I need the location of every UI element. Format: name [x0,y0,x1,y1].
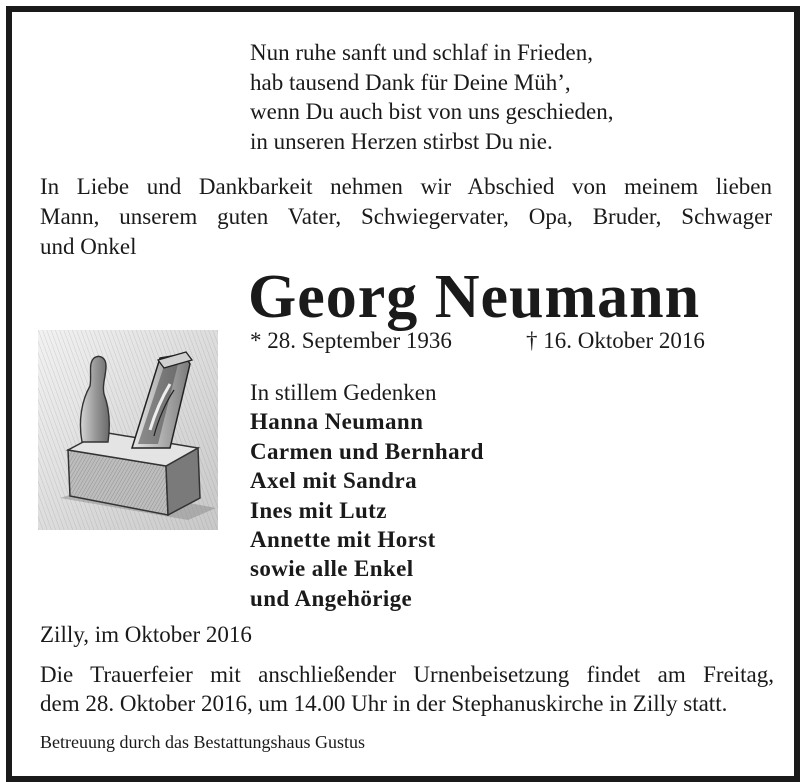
verse-line: in unseren Herzen stirbst Du nie. [250,128,553,154]
mourner-name: Carmen und Bernhard [250,438,484,464]
mourner-name: Axel mit Sandra [250,468,417,494]
obituary-frame [6,6,800,782]
intro-text [40,172,772,262]
mourner-name: und Angehörige [250,585,413,611]
mourner-name: Ines mit Lutz [250,497,387,523]
mourner-name: Annette mit Horst [250,527,436,553]
place-date: Zilly, im Oktober 2016 [40,622,252,647]
wood-plane-icon [38,330,218,530]
memorial-verse [250,38,613,156]
undertaker-credit: Betreuung durch das Bestattungshaus Gustus [40,732,365,752]
life-dates [250,326,705,356]
death-date: † 16. Oktober 2016 [526,328,705,353]
birth-date: * 28. September 1936 [250,328,452,353]
intro-line: In Liebe und Dankbarkeit nehmen wir Abschied von meinem lieben [40,174,772,199]
intro-line: und Onkel [40,234,137,259]
verse-line: Nun ruhe sanft und schlaf in Frieden, [250,40,594,65]
intro-line: Mann, unserem guten Vater, Schwiegervater, Opa, Bruder, Schwager [40,204,772,229]
funeral-notice [40,660,774,718]
verse-line: hab tausend Dank für Deine Müh’, [250,69,571,95]
mourner-name: sowie alle Enkel [250,556,414,582]
deceased-name: Georg Neumann [248,263,701,331]
verse-line: wenn Du auch bist von uns geschieden, [250,99,614,124]
mourner-name: Hanna Neumann [250,409,424,435]
funeral-line: dem 28. Oktober 2016, um 14.00 Uhr in der Stephanuskirche in Zilly statt. [40,691,728,716]
funeral-line: Die Trauerfeier mit anschließender Urnenbeisetzung findet am Freitag, [40,662,774,687]
mourners-list [250,378,484,613]
mourners-heading: In stillem Gedenken [250,380,437,405]
